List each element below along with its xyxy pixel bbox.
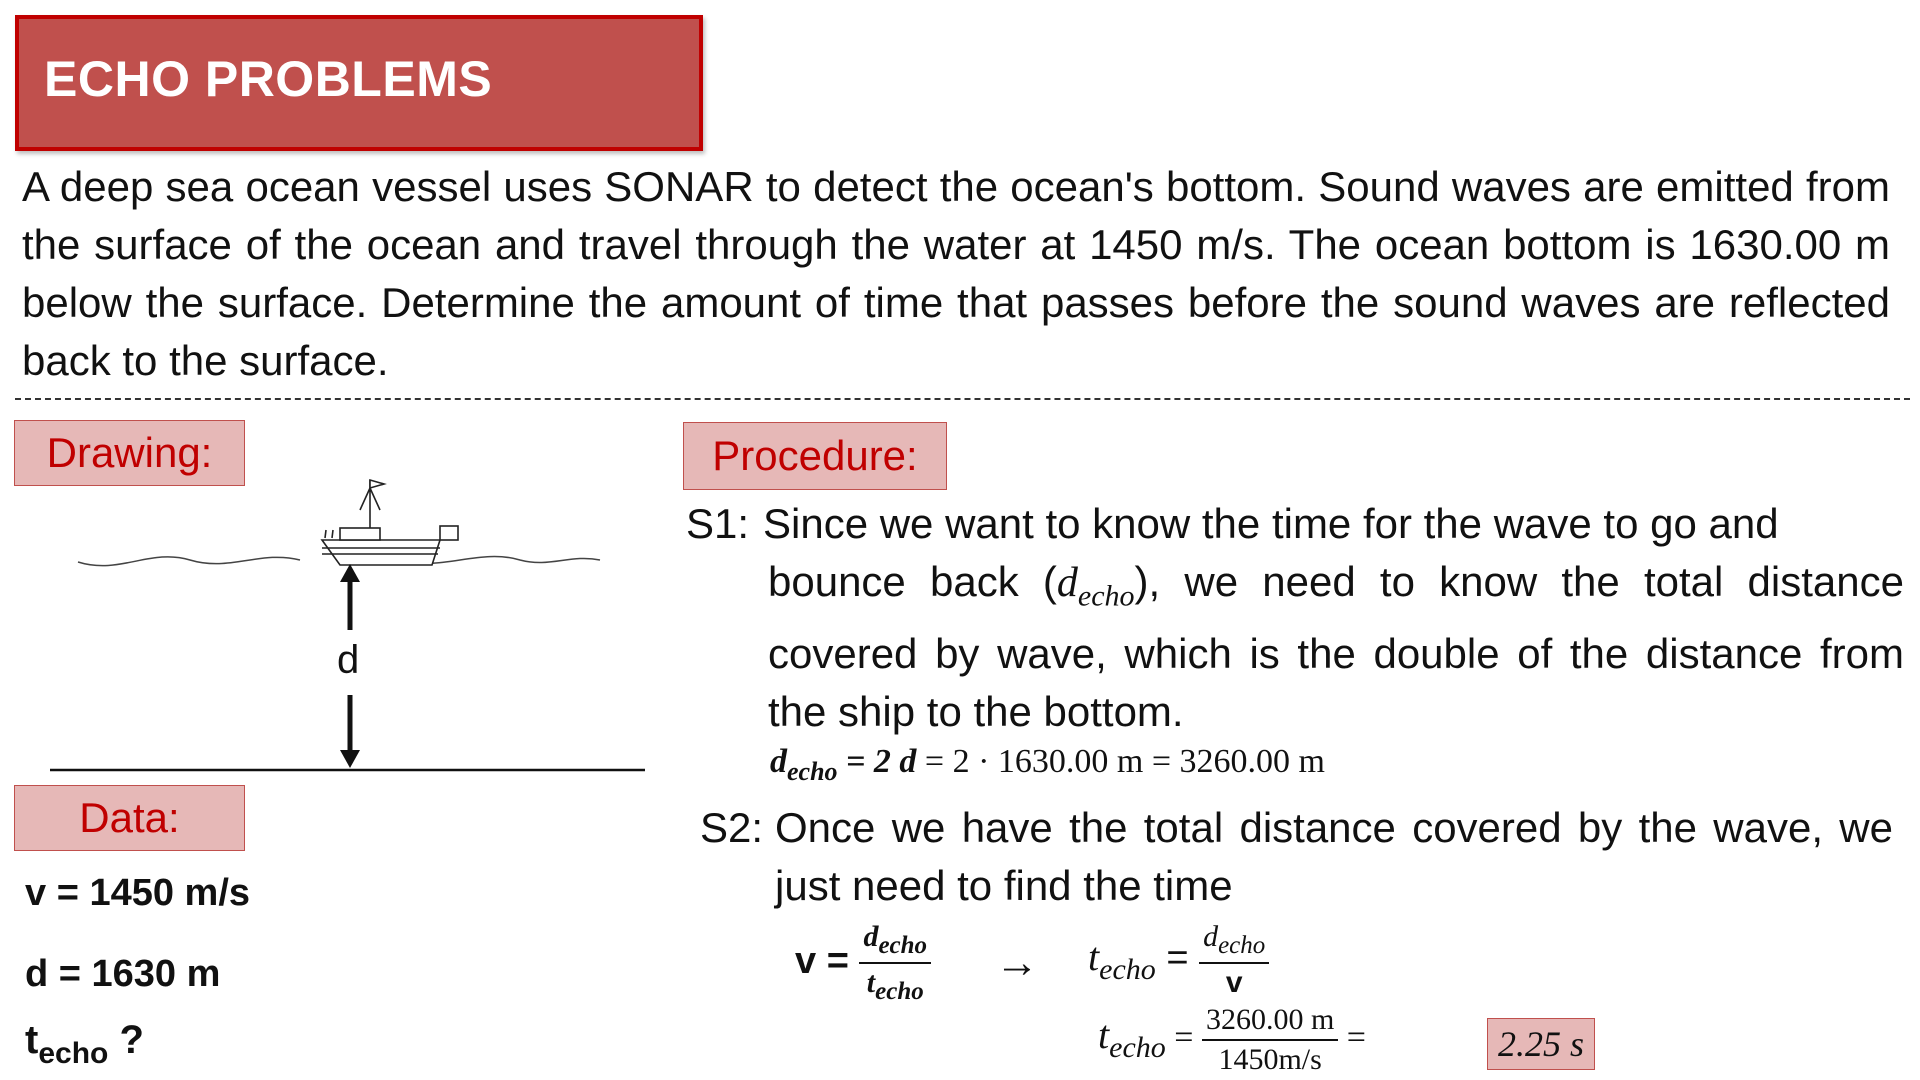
- page-title: ECHO PROBLEMS: [44, 51, 493, 107]
- drawing-heading: Drawing:: [14, 420, 245, 486]
- equation-velocity: v = $\frac{d_{echo}}{t_{echo}}$: [795, 920, 931, 1006]
- data-heading: Data:: [14, 785, 245, 851]
- implies-arrow-icon: →: [995, 938, 1039, 987]
- data-unknown-time: $t_{echo}$ ?: [25, 1018, 144, 1070]
- distance-label: d: [337, 638, 360, 682]
- step2-text: Once we have the total distance covered by the wave, we just need to find the time: [775, 804, 1893, 909]
- result-badge: 2.25 s: [1487, 1018, 1595, 1070]
- procedure-heading: Procedure:: [683, 422, 947, 490]
- step1-label: S1:: [686, 500, 750, 547]
- equation-time: $t_{echo}$ = $\frac{d_{echo}}{v}$: [1088, 920, 1269, 1000]
- ship-icon: [322, 480, 458, 565]
- sonar-drawing: [40, 460, 660, 790]
- equation-distance-echo: $d_{echo} = 2$ d = 2 · 1630.00 m = 3260.00 m: [770, 743, 1325, 786]
- arrow-down-icon: [340, 750, 360, 768]
- step1-text: Since we want to know the time for the wave to go and bounce back $(d_{echo})$, we need to know the total distance covered by wave, which is the double of the distance from the ship to the bottom.: [763, 500, 1904, 736]
- step2-label: S2:: [700, 804, 764, 851]
- problem-statement: A deep sea ocean vessel uses SONAR to detect the ocean's bottom. Sound waves are emitted from the surface of the ocean and travel through the water at 1450 m/s. The ocean bottom is 1630.00 m below the surface. Determine the amount of time that passes before the sound waves are reflected back to the surface.: [22, 163, 1890, 384]
- arrow-up-icon: [340, 564, 360, 582]
- data-distance: d = 1630 m: [25, 953, 221, 995]
- section-divider: [15, 398, 1910, 400]
- equation-final: $t_{echo}$ = $\frac{3260.00 m}{1450m/s}$ =: [1098, 1003, 1366, 1076]
- data-velocity: v = 1450 m/s: [25, 872, 251, 914]
